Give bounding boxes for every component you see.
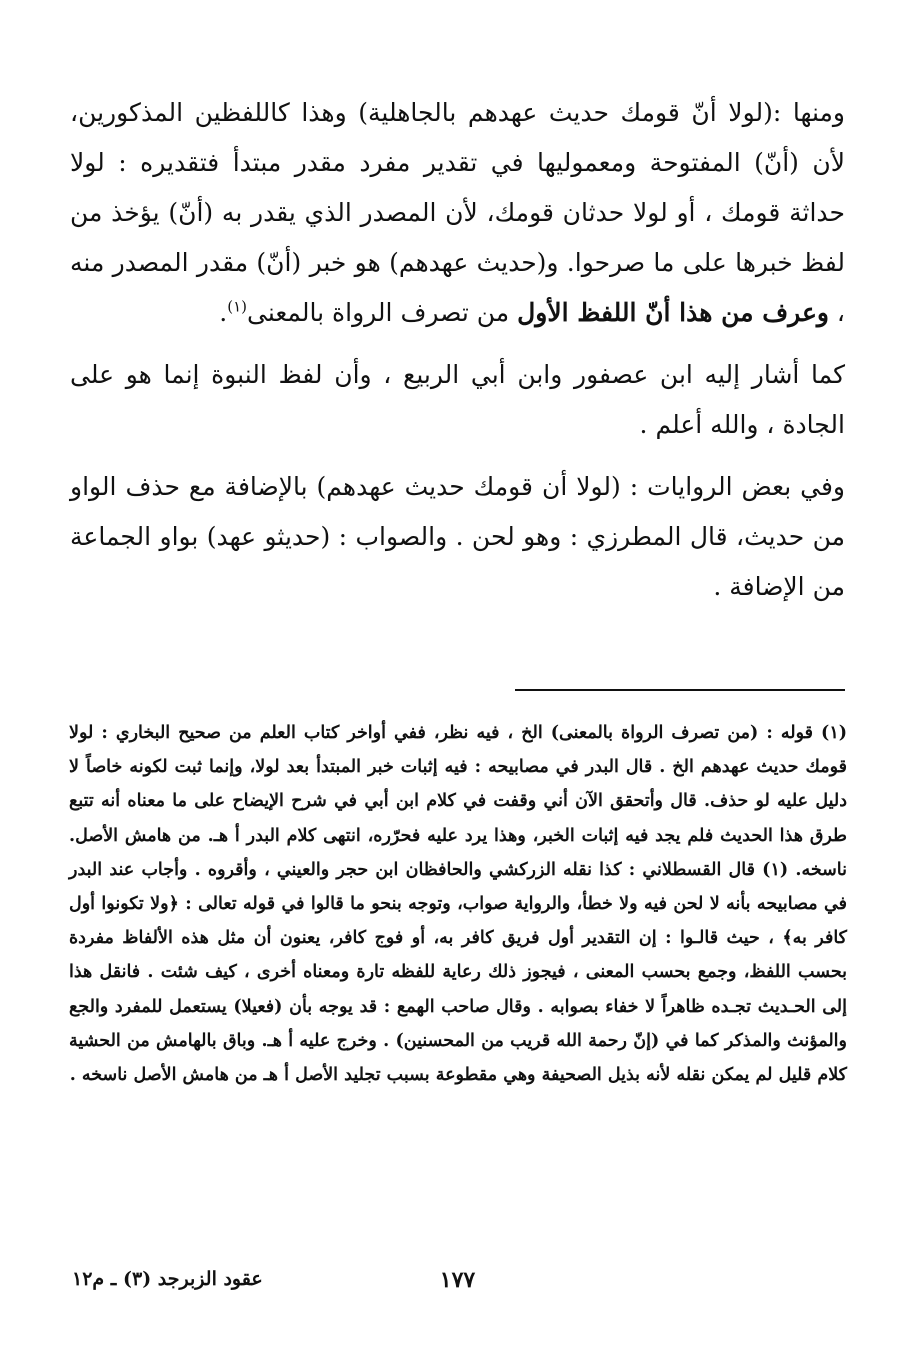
paragraph-1-bold: وعرف من هذا أنّ اللفظ الأول (517, 298, 829, 327)
page-number: ١٧٧ (439, 1267, 476, 1293)
footnote-marker: (١) (227, 297, 247, 316)
running-footer: عقود الزبرجد (٣) ـ م١٢ (72, 1268, 263, 1290)
footnote: (١) قوله : (من تصرف الرواة بالمعنى) الخ ، فيه نظر، ففي أواخر كتاب العلم من صحيح البخاري : لولا قومك حديث عهدهم الخ . قال البدر في مصابيحه : فيه إثبات خبر المبتدأ بعد لولا، وإنما ثبت لكونه خاصاً لا دليل عليه لو حذف. قال وأتحقق الآن أني وقفت في كلام ابن أبي في شرح الإيضاح على ما معناه أنه تتبع طرق هذا الحديث فلم يجد فيه إثبات الخبر، وهذا يرد عليه فحرّره، انتهى كلام البدر أ هـ. من هامش الأصل. ناسخه. (١) قال القسطلاني : كذا نقله الزركشي والحافظان ابن حجر والعيني ، وأقروه . وأجاب عند البدر في مصابيحه بأنه لا لحن فيه ولا خطأ، والرواية صواب، وتوجه بنحو ما قالوا في قوله تعالى : ﴿ولا تكونوا أول كافر به﴾ ، حيث قالـوا : إن التقدير أول فريق كافر به، أو فوج كافر، يعنون أن مثل هذه الألفاظ مفردة بحسب اللفظ، وجمع بحسب المعنى ، فيجوز ذلك رعاية للفظه تارة ومعناه أخرى ، كيف شئت . فانقل هذا إلى الحـديث تجـده ظاهراً لا خفاء بصوابه . وقال صاحب الهمع : قد يوجه بأن (فعيلا) يستعمل للمفرد والجع والمؤنث والمذكر كما في (إنّ رحمة الله قريب من المحسنين) . وخرج عليه أ هـ. وباق بالهامش من الحشية كلام قليل لم يمكن نقله لأنه بذيل الصحيفة وهي مقطوعة بسبب تجليد الأصل أ هـ من هامش الأصل ناسخه . (69, 723, 848, 1086)
paragraph-1 (70, 88, 845, 338)
paragraph-1-text: ومنها :(لولا أنّ قومك حديث عهدهم بالجاهلية) وهذا كاللفظين المذكورين، لأن (أنّ) المفتوحة ومعموليها في تقدير مفرد مقدر مبتدأ فتقديره : لولا حداثة قومك ، أو لولا حدثان قومك، لأن المصدر الذي يقدر به (أنّ) يؤخذ من لفظ خبرها على ما صرحوا. و(حديث عهدهم) هو خبر (أنّ) مقدر المصدر منه ، (70, 98, 845, 327)
main-text (70, 88, 845, 624)
paragraph-1-tail: من تصرف الرواة بالمعنى (246, 298, 510, 327)
footnote-divider (515, 689, 845, 691)
paragraph-1-end: . (219, 298, 228, 327)
paragraph-3: وفي بعض الروايات : (لولا أن قومك حديث عهدهم) بالإضافة مع حذف الواو من حديث، قال المطرزي : وهو لحن . والصواب : (حديثو عهد) بواو الجماعة من الإضافة . (70, 472, 845, 601)
paragraph-2: كما أشار إليه ابن عصفور وابن أبي الربيع ، وأن لفظ النبوة إنما هو على الجادة ، والله أعلم . (70, 360, 845, 439)
